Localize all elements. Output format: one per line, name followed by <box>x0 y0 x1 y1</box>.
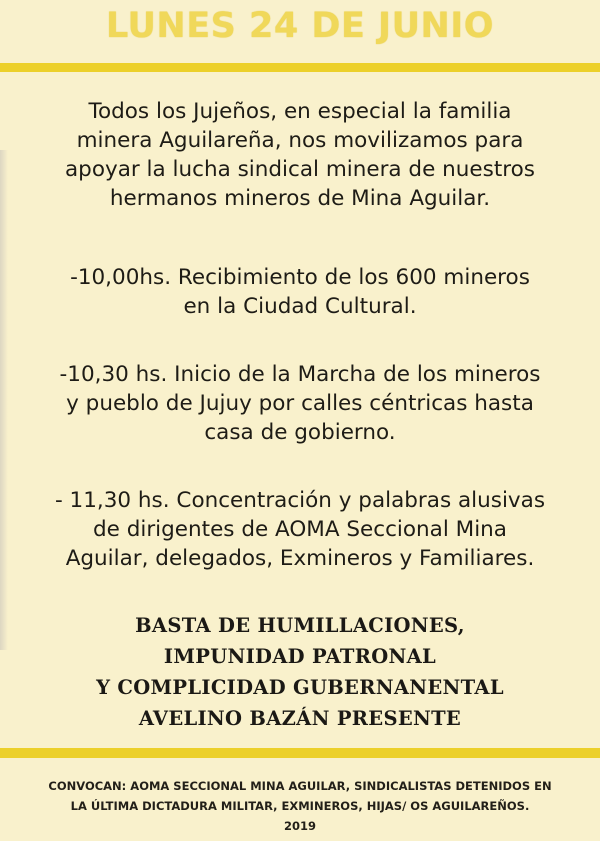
intro-line: hermanos mineros de Mina Aguilar. <box>109 186 491 211</box>
slogan-line: Y COMPLICIDAD GUBERNANENTAL <box>96 676 504 699</box>
slogans-block <box>0 610 600 734</box>
schedule-line: -10,30 hs. Inicio de la Marcha de los mineros <box>59 362 541 387</box>
schedule-line: y pueblo de Jujuy por calles céntricas hasta <box>66 391 534 416</box>
slogan-line: AVELINO BAZÁN PRESENTE <box>138 707 462 730</box>
bottom-divider <box>0 748 600 758</box>
intro-paragraph <box>0 97 600 213</box>
schedule-item-reception <box>0 263 600 321</box>
schedule-item-concentration <box>0 486 600 573</box>
footer-line: LA ÚLTIMA DICTADURA MILITAR, EXMINEROS, HIJAS/ OS AGUILAREÑOS. <box>70 799 530 813</box>
page-title: LUNES 24 DE JUNIO <box>105 6 495 46</box>
intro-line: Todos los Jujeños, en especial la familia <box>88 99 512 124</box>
top-divider <box>0 63 600 72</box>
slogan-line: IMPUNIDAD PATRONAL <box>163 645 437 668</box>
schedule-line: - 11,30 hs. Concentración y palabras alusivas <box>54 488 546 513</box>
schedule-line: de dirigentes de AOMA Seccional Mina <box>93 517 507 542</box>
schedule-line: en la Ciudad Cultural. <box>183 294 417 319</box>
schedule-line: Aguilar, delegados, Exmineros y Familiares. <box>65 546 535 571</box>
schedule-line: casa de gobierno. <box>204 420 396 445</box>
intro-line: minera Aguilareña, nos movilizamos para <box>76 128 524 153</box>
intro-line: apoyar la lucha sindical minera de nuestros <box>65 157 535 182</box>
schedule-line: -10,00hs. Recibimiento de los 600 mineros <box>70 265 530 290</box>
footer-line: CONVOCAN: AOMA SECCIONAL MINA AGUILAR, SINDICALISTAS DETENIDOS EN <box>48 779 552 793</box>
slogan-line: BASTA DE HUMILLACIONES, <box>135 614 465 637</box>
schedule-item-march <box>0 360 600 447</box>
footer-year: 2019 <box>283 819 316 833</box>
footer-conveners <box>0 776 600 836</box>
